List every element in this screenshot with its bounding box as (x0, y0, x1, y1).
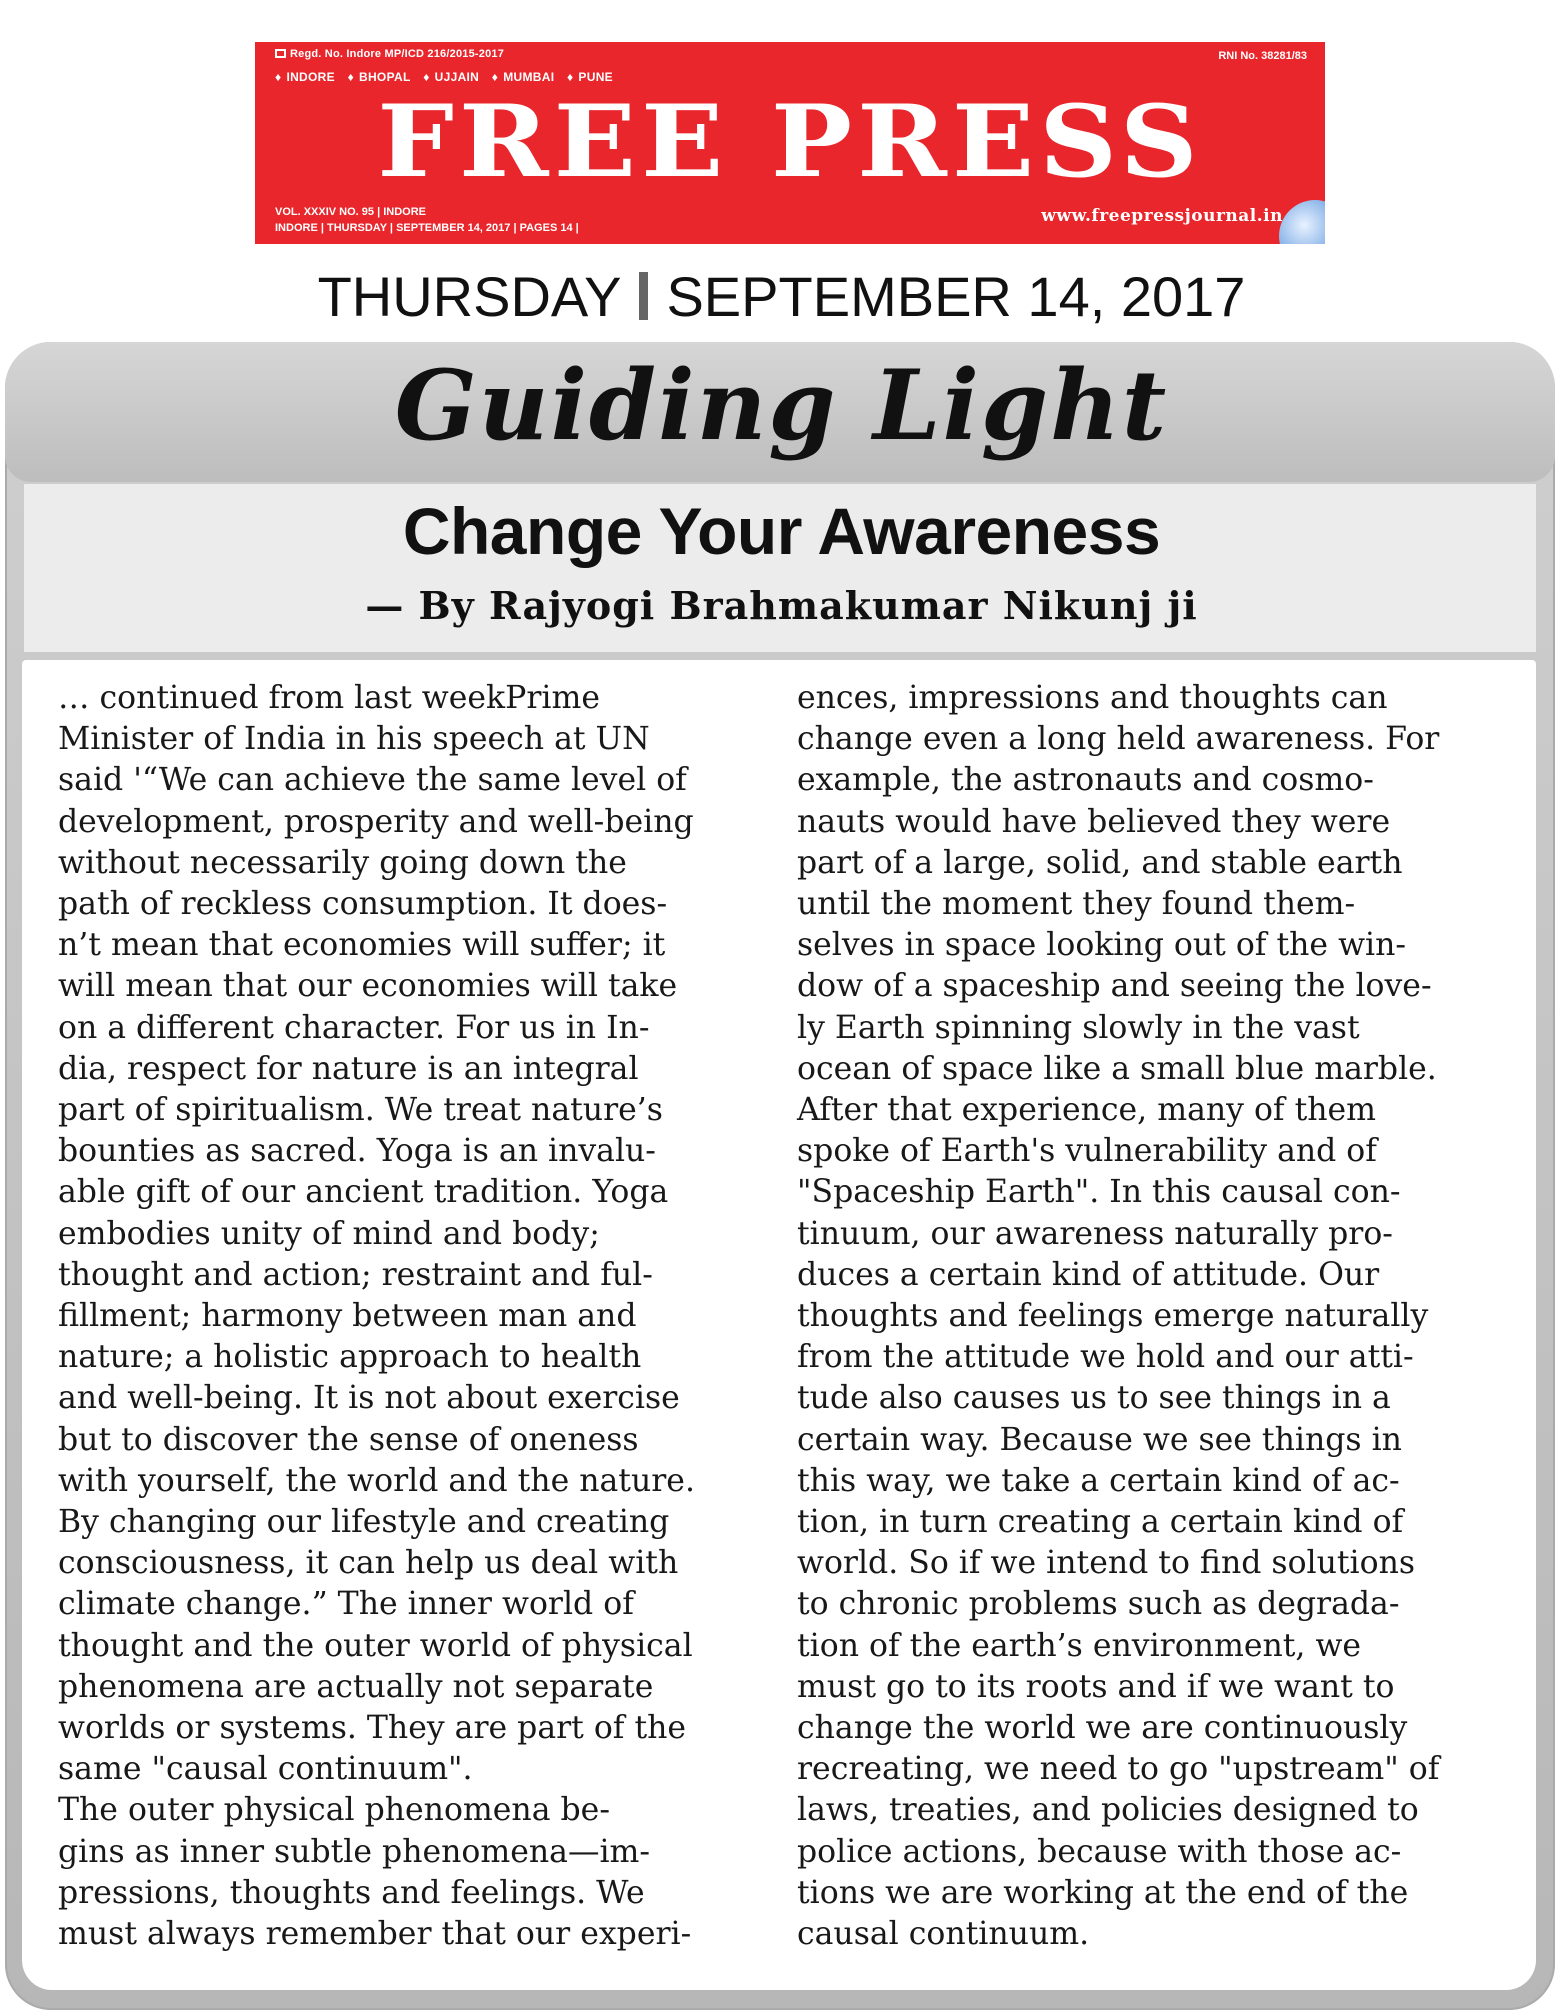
edition-line: INDORE | THURSDAY | SEPTEMBER 14, 2017 | PAGES 14 | (275, 222, 579, 234)
globe-icon (1279, 200, 1325, 244)
section-title: Guiding Light (394, 349, 1169, 462)
dateline-separator (639, 272, 648, 320)
volume-line: VOL. XXXIV NO. 95 | INDORE (275, 206, 427, 218)
paragraph: The outer physical phenomena be- gins as inner subtle phenomena—im- pressions, thoughts and feelings. We must always remember that our experi- (58, 1792, 692, 1953)
dateline-date: SEPTEMBER 14, 2017 (666, 265, 1246, 328)
city-name: PUNE (578, 70, 613, 84)
article-headline: Change Your Awareness (402, 494, 1161, 568)
register-icon (275, 49, 286, 58)
city-name: UJJAIN (434, 70, 480, 84)
website-link[interactable]: www.freepressjournal.in (1041, 206, 1283, 226)
city-name: INDORE (286, 70, 335, 84)
diamond-icon: ♦ (423, 70, 430, 84)
city-name: BHOPAL (359, 70, 411, 84)
newspaper-title: FREE PRESS (377, 84, 1203, 200)
paragraph: ences, impressions and thoughts can change even a long held awareness. For example, the astronauts and cosmo- nauts would have believed they were part of a large, solid, and stable earth until the moment they found them- selves in space looking out of the win- dow of a spaceship and seeing the love- ly Earth spinning slowly in the vast ocean of space like a small blue marble. After that experience, many of them spoke of Earth's vulnerability and of "Spaceship Earth". In this causal con- tinuum, our awareness naturally pro- duces a certain kind of attitude. Our thoughts and feelings emerge naturally from the attitude we hold and our atti- tude also causes us to see things in a certain way. Because we see things in this way, we take a certain kind of ac- tion, in turn creating a certain kind of world. So if we intend to find solutions to chronic problems such as degrada- tion of the earth’s environment, we must go to its roots and if we want to change the world we are continuously recreating, we need to go "upstream" of laws, treaties, and policies designed to police actions, because with those ac- tions we are working at the end of the causal continuum. (797, 680, 1440, 1953)
registration-line (275, 48, 504, 60)
dateline-day: THURSDAY (317, 265, 622, 328)
registration-text: Regd. No. Indore MP/ICD 216/2015-2017 (290, 48, 505, 60)
diamond-icon: ♦ (275, 70, 282, 84)
rni-number: RNI No. 38281/83 (1218, 50, 1307, 62)
article-column-right (797, 678, 1527, 1955)
diamond-icon: ♦ (347, 70, 354, 84)
city-name: MUMBAI (503, 70, 555, 84)
diamond-icon: ♦ (491, 70, 499, 84)
masthead (255, 42, 1325, 244)
city-list (275, 70, 622, 84)
dateline (0, 262, 1563, 332)
article-column-left (58, 678, 788, 1955)
edition-info (275, 204, 579, 236)
article-byline: — By Rajyogi Brahmakumar Nikunj ji (365, 583, 1198, 628)
paragraph: … continued from last weekPrime Minister of India in his speech at UN said '“We can achieve the same level of development, prosperity and well-being without necessarily going down the path of reckless consumption. It does- n’t mean that economies will suffer; it will mean that our economies will take on a different character. For us in In- dia, respect for nature is an integral part of spiritualism. We treat nature’s bounties as sacred. Yoga is an invalu- able gift of our ancient tradition. Yoga embodies unity of mind and body; thought and action; restraint and ful- fillment; harmony between man and nature; a holistic approach to health and well-being. It is not about exercise but to discover the sense of oneness with yourself, the world and the nature. By changing our lifestyle and creating consciousness, it can help us deal with climate change.” The inner world of thought and the outer world of physical phenomena are actually not separate worlds or systems. They are part of the same "causal continuum". (58, 680, 695, 1788)
diamond-icon: ♦ (566, 70, 574, 84)
